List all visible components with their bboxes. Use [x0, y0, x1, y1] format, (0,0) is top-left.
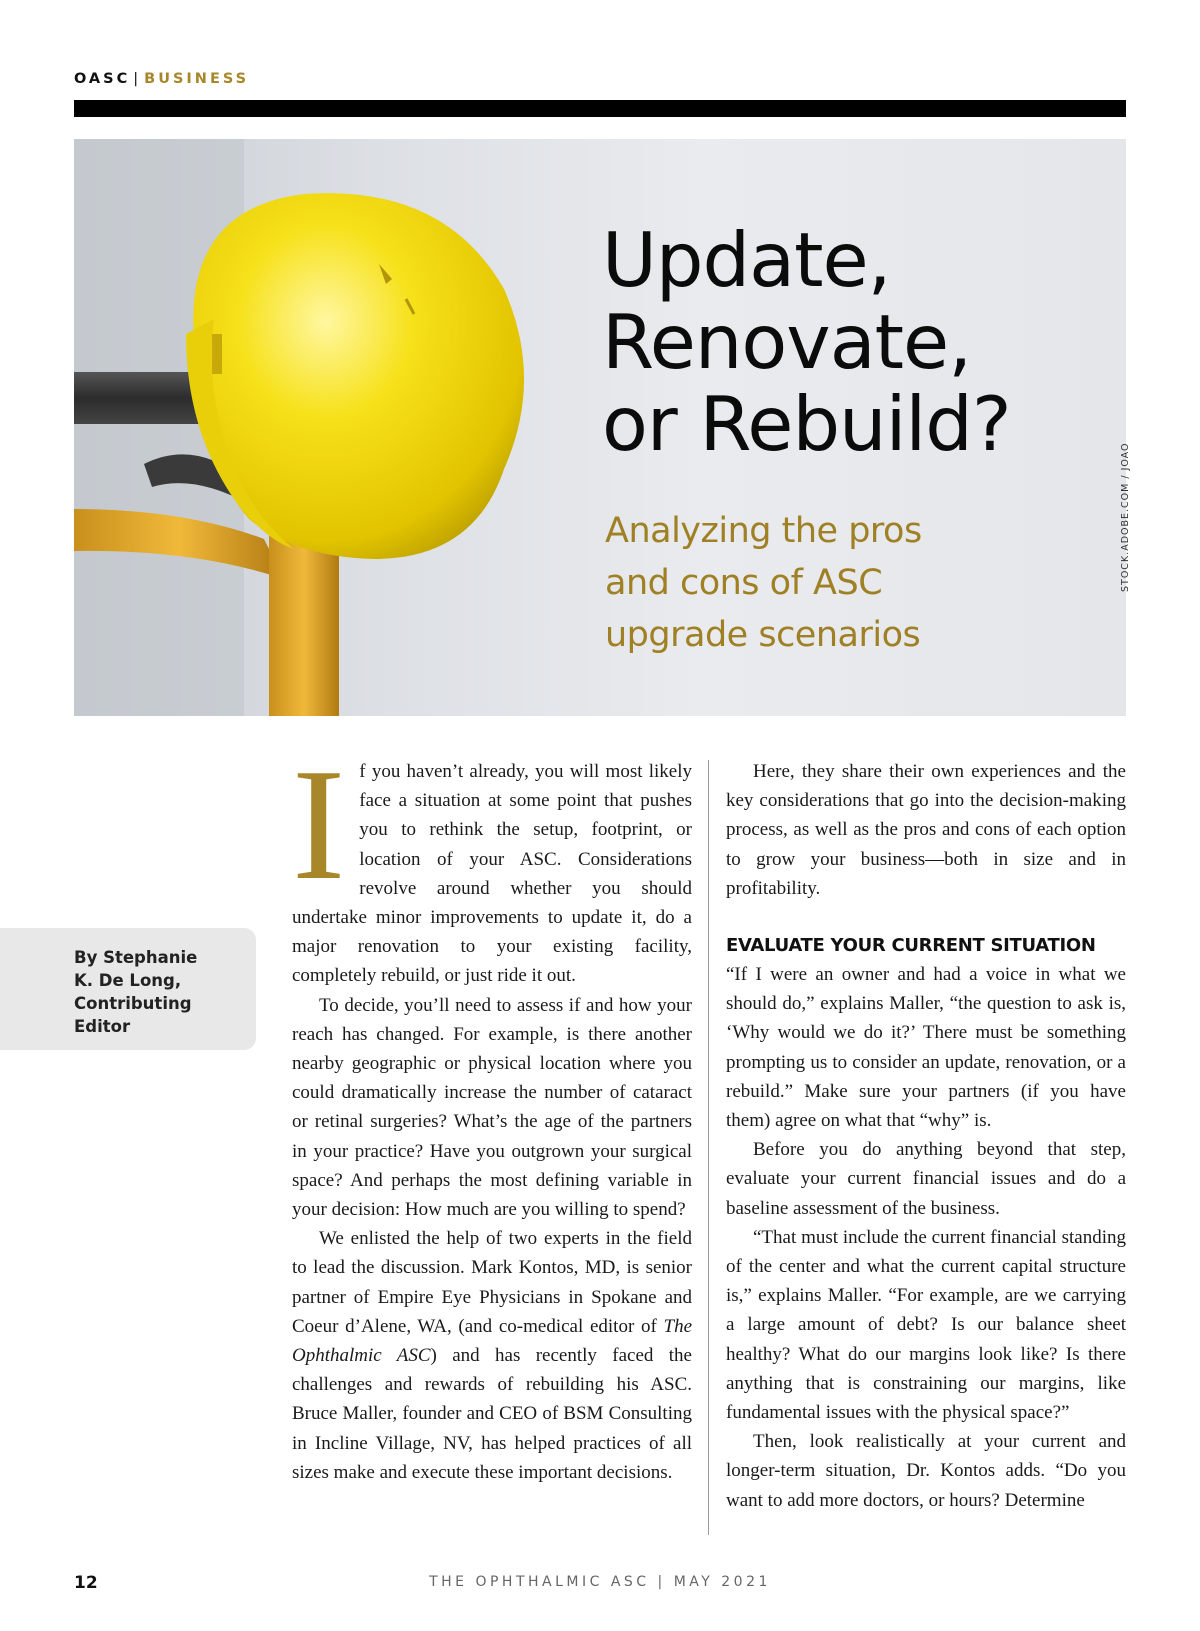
column-divider — [708, 760, 709, 1535]
photo-credit: STOCK.ADOBE.COM / JOAO — [1120, 442, 1131, 592]
paragraph: “That must include the current financial standing of the center and what the current capital structure is,” explains Maller. “For example, are we carrying a large amount of debt? Is our balance sheet healthy? What do our margins look like? Is there anything that is constraining our margins, like fundamental issues with the physical space?” — [726, 1226, 1126, 1424]
paragraph: To decide, you’ll need to assess if and how your reach has changed. For example, is there another nearby geographic or physical location where you could dramatically increase the number of cataract or retinal surgeries? What’s the age of the partners in your practice? Have you outgrown your surgical space? And perhaps the most defining variable in your decision: How much are you willing to spend? — [292, 994, 692, 1221]
byline-box — [0, 928, 256, 1050]
drop-cap: I — [292, 735, 346, 913]
header-rule — [74, 100, 1126, 117]
section-category: BUSINESS — [144, 71, 250, 87]
paragraph: “If I were an owner and had a voice in what we should do,” explains Maller, “the question to ask is, ‘Why would we do it?’ There must be something prompting us to consider an update, renovation, or a rebuild.” Make sure your partners (if you have them) agree on what that “why” is. — [726, 964, 1126, 1132]
article-column-left — [292, 735, 692, 1487]
article-title: Update, Renovate, or Rebuild? — [602, 216, 1011, 468]
paragraph: We enlisted the help of two experts in the field to lead the discussion. Mark Kontos, MD, is senior partner of Empire Eye Physicians in Spokane and Coeur d’Alene, WA, (and co-medical editor of The Ophthalmic ASC) and has recently faced the challenges and rewards of rebuilding his ASC. Bruce Maller, founder and CEO of BSM Consulting in Incline Village, NV, has helped practices of all sizes make and execute these important decisions. — [292, 1228, 692, 1483]
page-number: 12 — [74, 1573, 98, 1593]
section-name: OASC — [74, 71, 131, 87]
article-column-right — [726, 757, 1126, 1515]
paragraph: f you haven’t already, you will most likely face a situation at some point that pushes you to rethink the setup, footprint, or location of your ASC. Considerations revolve around whether you should undertake minor improvements to update it, do a major renovation to your existing facility, completely rebuild, or just ride it out. — [292, 761, 692, 987]
publication-title: The Ophthalmic ASC — [292, 1315, 692, 1367]
hero-image — [74, 139, 1126, 716]
section-separator: | — [133, 71, 142, 87]
section-heading: EVALUATE YOUR CURRENT SITUATION — [726, 935, 1096, 957]
paragraph: Here, they share their own experiences and the key considerations that go into the decision-making process, as well as the pros and cons of each option to grow your business—both in size and in profitability. — [726, 761, 1126, 899]
publication-footer: THE OPHTHALMIC ASC | MAY 2021 — [429, 1574, 771, 1590]
byline: By Stephanie K. De Long, Contributing Editor — [74, 948, 198, 1036]
article-subtitle: Analyzing the pros and cons of ASC upgrade scenarios — [605, 511, 922, 655]
paragraph: Then, look realistically at your current and longer-term situation, Dr. Kontos adds. “Do you want to add more doctors, or hours? Determine — [726, 1431, 1126, 1511]
section-label — [74, 71, 249, 87]
paragraph: Before you do anything beyond that step, evaluate your current financial issues and do a baseline assessment of the business. — [726, 1139, 1126, 1219]
